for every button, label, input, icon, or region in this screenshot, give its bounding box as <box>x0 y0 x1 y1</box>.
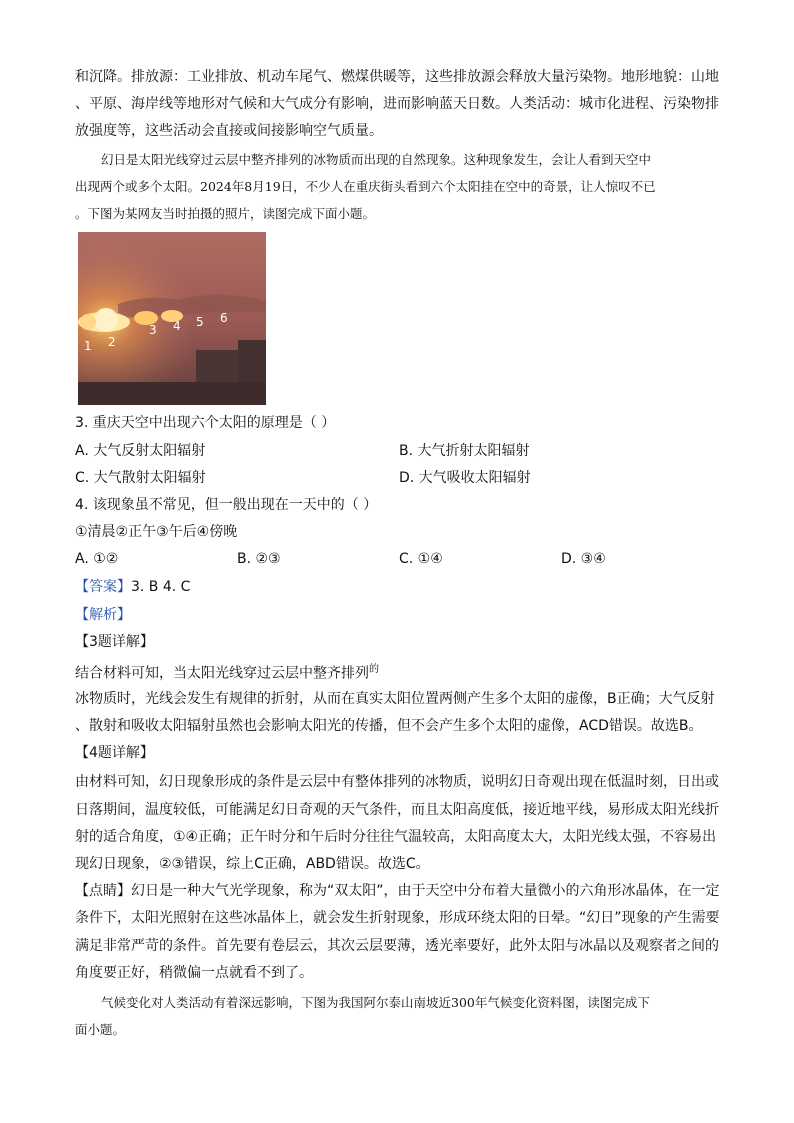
next-material-line-1: 气候变化对人类活动有着深远影响，下图为我国阿尔泰山南坡近300年气候变化资料图，读图完成下 <box>101 995 650 1010</box>
tip-line-1 <box>75 881 720 901</box>
question-4-stem: 4. 该现象虽不常见，但一般出现在一天中的（ ） <box>75 497 378 513</box>
q4-option-c: C. ①④ <box>399 551 443 567</box>
detail-4-line-4: 现幻日现象，②③错误，综上C正确，ABD错误。故选C。 <box>75 856 430 872</box>
q3-option-d: D. 大气吸收太阳辐射 <box>399 470 531 486</box>
q4-option-b: B. ②③ <box>237 551 281 567</box>
q4-option-a: A. ①② <box>75 551 119 567</box>
detail-3-line-1-text: 结合材料可知，当太阳光线穿过云层中整齐排列 <box>75 665 369 682</box>
detail-4-line-1: 由材料可知，幻日现象形成的条件是云层中有整体排列的冰物质，说明幻日奇观出现在低温时刻，日出或 <box>75 774 719 790</box>
question-3-stem: 3. 重庆天空中出现六个太阳的原理是（ ） <box>75 415 336 431</box>
question-4-items: ①清晨②正午③午后④傍晚 <box>75 524 238 540</box>
q3-option-c: C. 大气散射太阳辐射 <box>75 470 206 486</box>
q3-option-a: A. 大气反射太阳辐射 <box>75 443 206 459</box>
detail-4-line-3: 射的适合角度，①④正确；正午时分和午后时分往往气温较高，太阳高度太大，太阳光线太强，不容易出 <box>75 829 717 845</box>
tip-line-3: 满足非常严苛的条件。首先要有卷层云，其次云层要薄，透光率要好，此外太阳与冰晶以及观察者之间的 <box>75 938 719 954</box>
photo-label-5: 5 <box>196 315 204 329</box>
detail-3-tag: 【3题详解】 <box>75 634 154 650</box>
photo-label-3: 3 <box>149 323 157 337</box>
detail-4-tag: 【4题详解】 <box>75 745 154 761</box>
photo-label-2: 2 <box>108 335 116 349</box>
photo-label-1: 1 <box>84 339 92 353</box>
q3-option-b: B. 大气折射太阳辐射 <box>399 443 530 459</box>
intro-line-3: 放强度等，这些活动会直接或间接影响空气质量。 <box>75 123 383 139</box>
intro-line-1: 和沉降。排放源：工业排放、机动车尾气、燃煤供暖等，这些排放源会释放大量污染物。地形地貌：山地 <box>75 69 719 85</box>
answer-line <box>75 577 190 597</box>
detail-3-line-3: 、散射和吸收太阳辐射虽然也会影响太阳光的传播，但不会产生多个太阳的虚像，ACD错误。故选B。 <box>75 718 703 734</box>
next-material-line-2: 面小题。 <box>75 1022 126 1037</box>
detail-4-line-2: 日落期间，温度较低，可能满足幻日奇观的天气条件，而且太阳高度低，接近地平线，易形成太阳光线折 <box>75 802 719 818</box>
intro-line-2: 、平原、海岸线等地形对气候和大气成分有影响，进而影响蓝天日数。人类活动：城市化进程、污染物排 <box>75 96 719 112</box>
material-line-2: 出现两个或多个太阳。2024年8月19日，不少人在重庆街头看到六个太阳挂在空中的奇景，让人惊叹不已 <box>75 179 656 194</box>
detail-3-line-1 <box>75 660 379 684</box>
answer-text: 3. B 4. C <box>131 579 191 595</box>
q4-option-d: D. ③④ <box>561 551 606 567</box>
material-line-3: 。下图为某网友当时拍摄的照片，读图完成下面小题。 <box>75 206 376 221</box>
answer-tag: 【答案】 <box>75 579 131 595</box>
tip-line-1-text: 幻日是一种大气光学现象，称为“双太阳”，由于天空中分布着大量微小的六角形冰晶体，在一定 <box>131 883 720 899</box>
photo-label-4: 4 <box>173 319 181 333</box>
material-line-1: 幻日是太阳光线穿过云层中整齐排列的冰物质而出现的自然现象。这种现象发生，会让人看到天空中 <box>101 152 652 167</box>
detail-3-line-2: 冰物质时，光线会发生有规律的折射，从而在真实太阳位置两侧产生多个太阳的虚像，B正确；大气反射 <box>75 691 715 707</box>
detail-3-line-1-sup: 的 <box>369 664 379 675</box>
tip-line-4: 角度要正好，稍微偏一点就看不到了。 <box>75 965 313 981</box>
sundog-photo <box>78 232 266 405</box>
tip-line-2: 条件下，太阳光照射在这些冰晶体上，就会发生折射现象，形成环绕太阳的日晕。“幻日”现象的产生需要 <box>75 910 720 926</box>
tip-tag: 【点睛】 <box>75 883 131 899</box>
analysis-tag: 【解析】 <box>75 607 131 623</box>
photo-label-6: 6 <box>220 311 228 325</box>
